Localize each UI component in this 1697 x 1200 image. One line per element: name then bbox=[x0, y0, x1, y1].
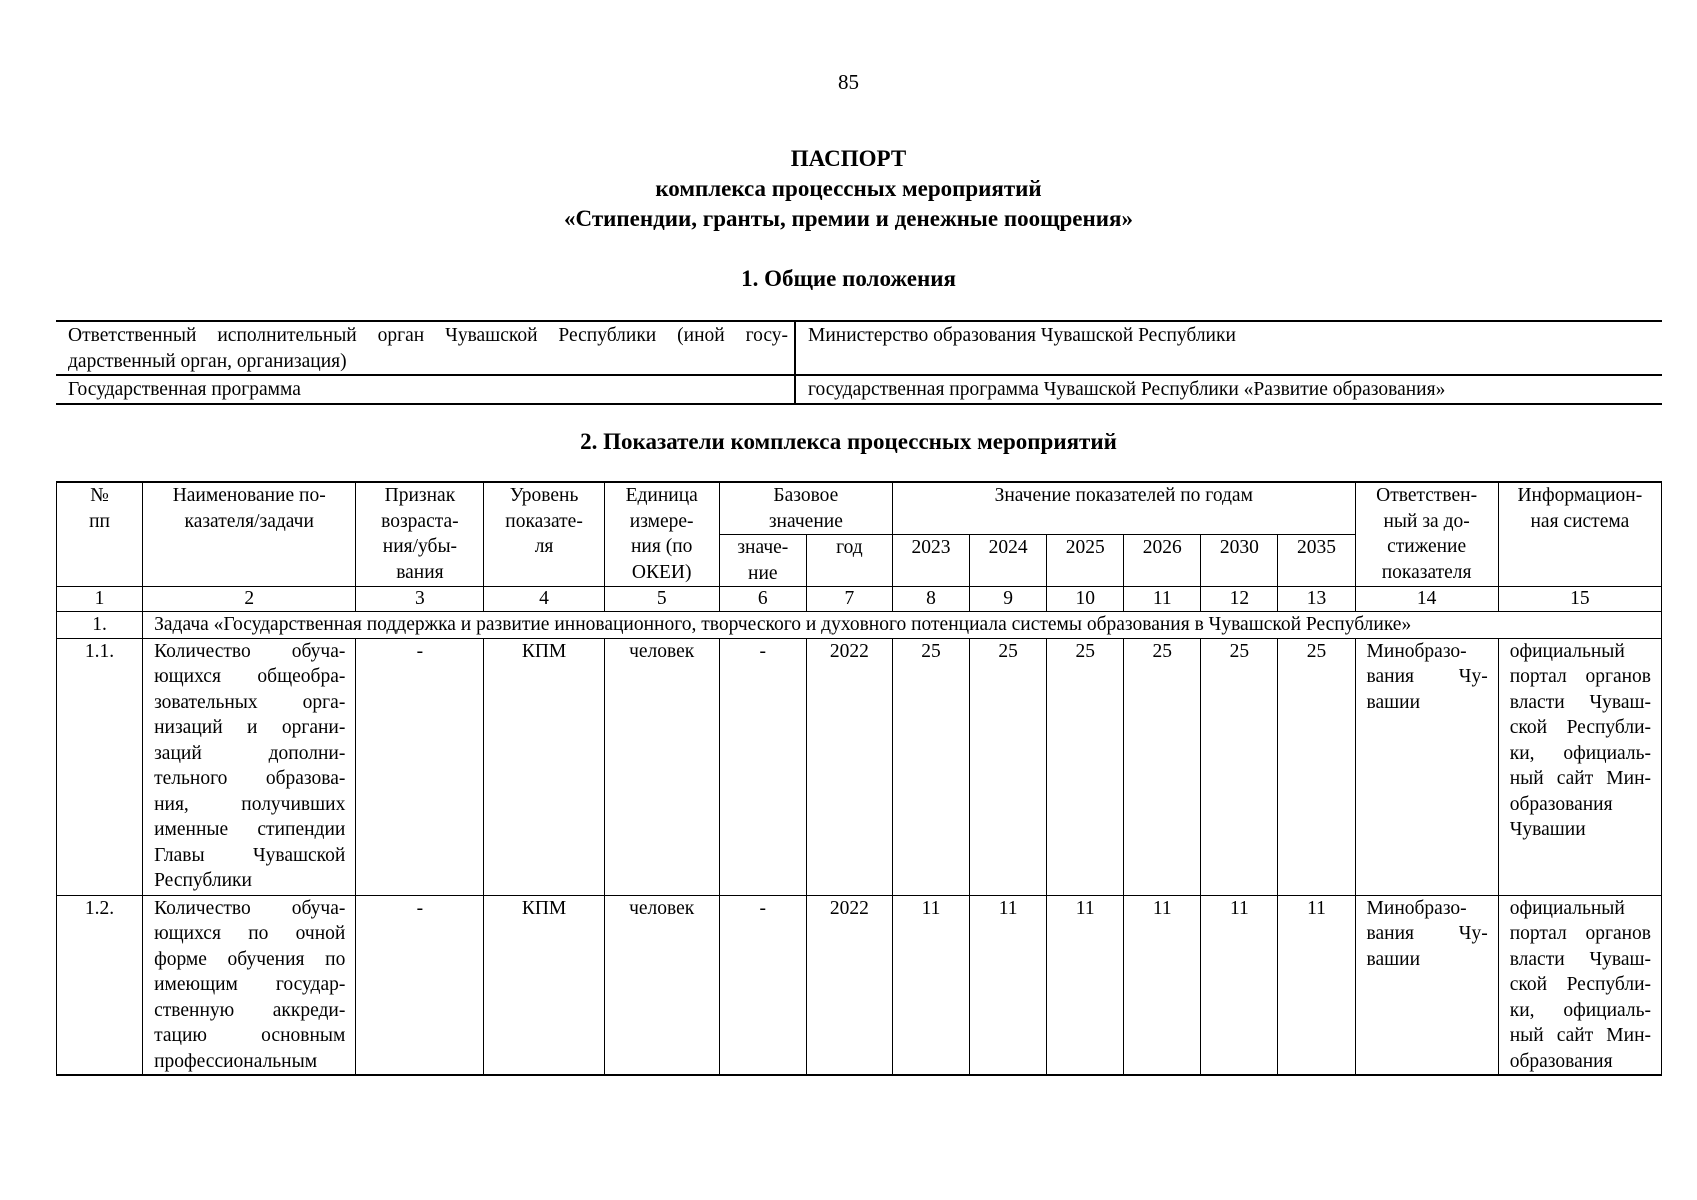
text-line: Единица bbox=[625, 485, 698, 506]
text-line: возраста- bbox=[381, 510, 459, 532]
year-value: 25 bbox=[970, 638, 1047, 895]
year-value: 11 bbox=[892, 895, 969, 1075]
text-line: ния/убы- bbox=[382, 536, 458, 557]
table-row bbox=[56, 375, 1662, 404]
text-line: ля bbox=[534, 536, 554, 557]
text-line: образования bbox=[1509, 1050, 1613, 1072]
task-text: Задача «Государственная поддержка и развитие инновационного, творческого и духовного потенциала системы образования в Чувашской Республике» bbox=[143, 612, 1662, 639]
text-line: Чувашии bbox=[1509, 819, 1586, 840]
text-line: образования bbox=[1509, 793, 1613, 815]
text-line: тельного образова- bbox=[154, 768, 346, 789]
year-value: 11 bbox=[1124, 895, 1201, 1075]
text-line: официальный bbox=[1509, 640, 1625, 662]
year-value: 25 bbox=[1047, 638, 1124, 895]
text-line: ки, официаль- bbox=[1509, 999, 1651, 1021]
text-line: показате- bbox=[505, 510, 583, 532]
year-value: 25 bbox=[1201, 638, 1278, 895]
text-line: ный за до- bbox=[1383, 510, 1470, 532]
text-line: ской Республи- bbox=[1509, 717, 1651, 738]
column-number: 8 bbox=[892, 587, 969, 612]
column-number: 13 bbox=[1278, 587, 1355, 612]
column-number: 4 bbox=[484, 587, 604, 612]
row-num: 1.1. bbox=[57, 638, 143, 895]
text-line: именные стипендии bbox=[154, 819, 346, 840]
text-line: форме обучения по bbox=[154, 948, 346, 970]
text-line: значе- bbox=[737, 537, 789, 558]
column-number: 14 bbox=[1355, 587, 1498, 612]
text-line: Информацион- bbox=[1517, 485, 1643, 506]
text-line: ОКЕИ) bbox=[631, 561, 692, 583]
header-num bbox=[57, 482, 143, 587]
column-number: 12 bbox=[1201, 587, 1278, 612]
header-base-value bbox=[719, 535, 806, 587]
column-number: 5 bbox=[604, 587, 719, 612]
title-line-3: «Стипендии, гранты, премии и денежные поощрения» bbox=[564, 206, 1133, 231]
year-value: 11 bbox=[970, 895, 1047, 1075]
task-num: 1. bbox=[57, 612, 143, 639]
column-number: 3 bbox=[356, 587, 484, 612]
text-line: ния (по bbox=[630, 536, 693, 557]
section-1-heading: 1. Общие положения bbox=[741, 266, 956, 291]
text-line: пп bbox=[89, 510, 110, 532]
text-line: измере- bbox=[629, 510, 694, 532]
text-line: Базовое bbox=[773, 485, 839, 506]
header-year: 2030 bbox=[1201, 535, 1278, 587]
general-provisions-table bbox=[56, 320, 1662, 405]
text-line: ющихся по очной bbox=[154, 923, 346, 944]
text-line: вашии bbox=[1366, 948, 1421, 970]
base-year: 2022 bbox=[806, 895, 892, 1075]
indicator-level: КПМ bbox=[484, 895, 604, 1075]
text-line: ный сайт Мин- bbox=[1509, 1025, 1651, 1046]
header-year: 2023 bbox=[892, 535, 969, 587]
column-number: 11 bbox=[1124, 587, 1201, 612]
document-title bbox=[0, 144, 1697, 234]
text-line: вания bbox=[396, 561, 444, 583]
header-years-group: Значение показателей по годам bbox=[892, 482, 1355, 535]
text-line: Количество обуча- bbox=[154, 640, 346, 662]
row-num: 1.2. bbox=[57, 895, 143, 1075]
text-line: значение bbox=[768, 510, 843, 532]
responsible-body-value: Министерство образования Чувашской Республики bbox=[795, 321, 1662, 375]
text-line: Наименование по- bbox=[172, 485, 326, 506]
indicators-table bbox=[56, 481, 1662, 1076]
year-value: 25 bbox=[1124, 638, 1201, 895]
header-row bbox=[57, 482, 1662, 535]
header-year: 2026 bbox=[1124, 535, 1201, 587]
text-line: показателя bbox=[1381, 561, 1472, 583]
text-line: ния, получивших bbox=[154, 793, 346, 815]
header-unit bbox=[604, 482, 719, 587]
indicator-level: КПМ bbox=[484, 638, 604, 895]
text-line: ки, официаль- bbox=[1509, 742, 1651, 764]
text-line: ственную аккреди- bbox=[154, 999, 346, 1021]
column-number: 1 bbox=[57, 587, 143, 612]
responsible-org bbox=[1355, 895, 1498, 1075]
year-value: 25 bbox=[892, 638, 969, 895]
text-line: ная система bbox=[1530, 510, 1630, 532]
indicator-sign: - bbox=[356, 895, 484, 1075]
text-line: власти Чуваш- bbox=[1509, 691, 1651, 713]
text-line: казателя/задачи bbox=[184, 510, 314, 532]
title-line-2: комплекса процессных мероприятий bbox=[655, 176, 1042, 201]
text-line: вания Чу- bbox=[1366, 923, 1488, 944]
text-line: ющихся общеобра- bbox=[154, 666, 346, 687]
text-line: официальный bbox=[1509, 897, 1625, 919]
text-line: Ответствен- bbox=[1376, 485, 1478, 506]
header-level bbox=[484, 482, 604, 587]
header-info-system bbox=[1498, 482, 1661, 587]
column-number: 9 bbox=[970, 587, 1047, 612]
base-year: 2022 bbox=[806, 638, 892, 895]
year-value: 25 bbox=[1278, 638, 1355, 895]
indicator-sign: - bbox=[356, 638, 484, 895]
header-name bbox=[143, 482, 356, 587]
column-number: 2 bbox=[143, 587, 356, 612]
text-line: тацию основным bbox=[154, 1025, 346, 1046]
text-line: ние bbox=[748, 562, 778, 584]
responsible-body-label: Ответственный исполнительный орган Чувашской Республики (иной госу- дарственный орган, организация) bbox=[56, 321, 795, 375]
year-value: 11 bbox=[1201, 895, 1278, 1075]
task-row bbox=[57, 612, 1662, 639]
header-year: 2035 bbox=[1278, 535, 1355, 587]
table-row bbox=[57, 895, 1662, 1075]
text-line: Минобразо- bbox=[1366, 897, 1467, 919]
table-row bbox=[56, 321, 1662, 375]
text-line: Уровень bbox=[509, 485, 579, 506]
text-line: Главы Чувашской bbox=[154, 844, 346, 866]
text-line: портал органов bbox=[1509, 666, 1651, 687]
column-number: 10 bbox=[1047, 587, 1124, 612]
text-line: власти Чуваш- bbox=[1509, 948, 1651, 970]
title-line-1: ПАСПОРТ bbox=[790, 146, 907, 171]
base-value: - bbox=[719, 638, 806, 895]
text-line: портал органов bbox=[1509, 923, 1651, 944]
section-2-heading: 2. Показатели комплекса процессных мероприятий bbox=[580, 429, 1117, 454]
year-value: 11 bbox=[1047, 895, 1124, 1075]
info-system bbox=[1498, 895, 1661, 1075]
text-line: № bbox=[90, 485, 109, 506]
column-number: 15 bbox=[1498, 587, 1661, 612]
year-value: 11 bbox=[1278, 895, 1355, 1075]
text-line: стижение bbox=[1387, 536, 1467, 557]
header-base bbox=[719, 482, 892, 535]
base-value: - bbox=[719, 895, 806, 1075]
page-number: 85 bbox=[838, 70, 859, 94]
column-number: 6 bbox=[719, 587, 806, 612]
header-year: 2025 bbox=[1047, 535, 1124, 587]
responsible-org bbox=[1355, 638, 1498, 895]
text-line: профессиональным bbox=[154, 1050, 318, 1072]
indicator-unit: человек bbox=[604, 638, 719, 895]
text-line: ный сайт Мин- bbox=[1509, 768, 1651, 789]
state-program-value: государственная программа Чувашской Республики «Развитие образования» bbox=[795, 375, 1662, 404]
info-system bbox=[1498, 638, 1661, 895]
text-line: Республики bbox=[154, 870, 252, 891]
indicator-unit: человек bbox=[604, 895, 719, 1075]
state-program-label: Государственная программа bbox=[56, 375, 795, 404]
text-line: Количество обуча- bbox=[154, 897, 346, 919]
text-line: Минобразо- bbox=[1366, 640, 1467, 662]
indicator-name bbox=[143, 895, 356, 1075]
text-line: ской Республи- bbox=[1509, 974, 1651, 995]
column-number: 7 bbox=[806, 587, 892, 612]
text-line: вания Чу- bbox=[1366, 666, 1488, 687]
table-row bbox=[57, 638, 1662, 895]
header-responsible bbox=[1355, 482, 1498, 587]
text-line: Признак bbox=[384, 485, 456, 506]
column-numbers-row bbox=[57, 587, 1662, 612]
header-year: 2024 bbox=[970, 535, 1047, 587]
header-sign bbox=[356, 482, 484, 587]
text-line: зовательных орга- bbox=[154, 691, 346, 713]
text-line: заций дополни- bbox=[154, 742, 346, 764]
text-line: низаций и органи- bbox=[154, 717, 346, 738]
header-base-year: год bbox=[806, 535, 892, 587]
indicator-name bbox=[143, 638, 356, 895]
text-line: вашии bbox=[1366, 691, 1421, 713]
text-line: имеющим государ- bbox=[154, 974, 346, 995]
